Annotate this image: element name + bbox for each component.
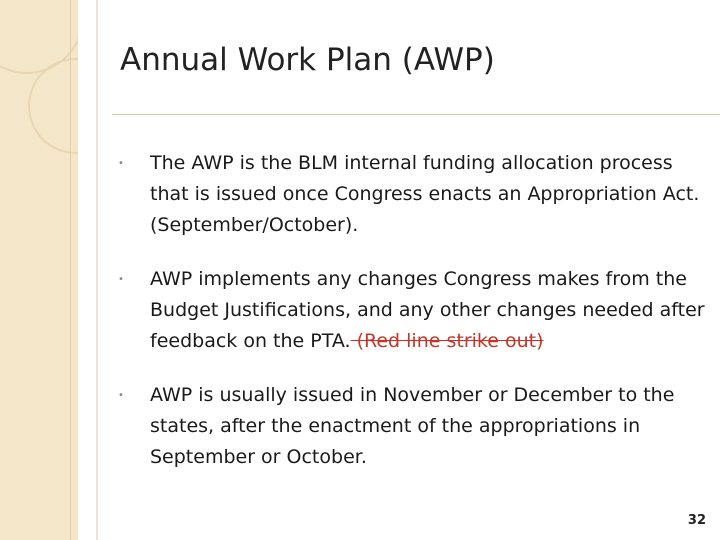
decorative-sidebar <box>0 0 78 540</box>
bullet-item <box>112 148 712 241</box>
bullet-item <box>112 380 712 473</box>
bullet-icon: • <box>118 158 124 169</box>
slide-title: Annual Work Plan (AWP) <box>120 42 495 78</box>
vertical-divider <box>96 0 98 540</box>
bullet-list <box>112 148 712 473</box>
strikethrough-note: (Red line strike out) <box>350 330 544 352</box>
bullet-text: AWP implements any changes Congress makes from the Budget Justifications, and any other changes needed after feedback on the PTA. <box>150 268 705 352</box>
title-underline <box>112 114 720 115</box>
sidebar-rule <box>70 0 71 540</box>
page-number: 32 <box>687 513 706 528</box>
bullet-item <box>112 264 712 357</box>
bullet-icon: • <box>118 390 124 401</box>
bullet-icon: • <box>118 274 124 285</box>
bullet-text: The AWP is the BLM internal funding allocation process that is issued once Congress enacts an Appropriation Act. (September/October). <box>150 152 700 236</box>
bullet-text: AWP is usually issued in November or December to the states, after the enactment of the appropriations in September or October. <box>150 384 675 468</box>
